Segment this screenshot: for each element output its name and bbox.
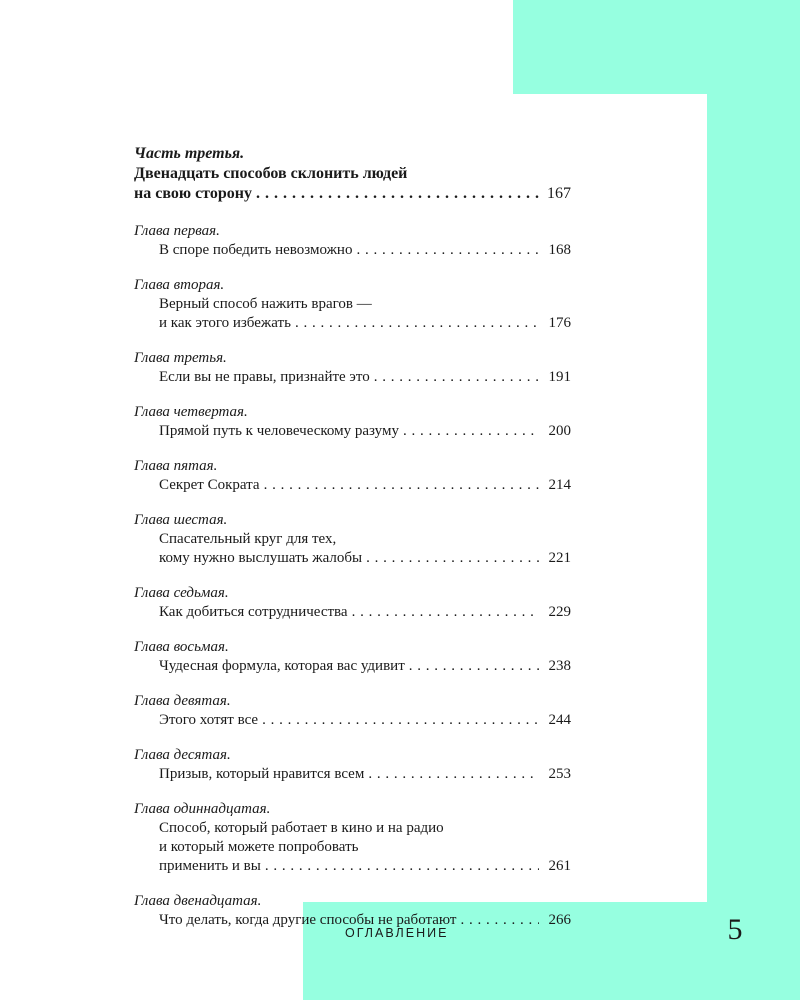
running-footer-title: ОГЛАВЛЕНИЕ [345, 926, 449, 940]
chapter-title [134, 711, 571, 730]
page-ref: 221 [548, 550, 571, 566]
chapter-title-line [159, 314, 571, 333]
page-ref: 191 [548, 369, 571, 385]
chapter-label: Глава восьмая. [134, 639, 229, 655]
chapter-title-line [159, 241, 571, 260]
chapter-title-text: Прямой путь к человеческому разуму [159, 423, 399, 439]
chapter-title-line: и который можете попробовать [159, 839, 359, 855]
chapter-title-line: Верный способ нажить врагов — [159, 296, 372, 312]
chapter-title [134, 603, 571, 622]
chapter-title [134, 295, 571, 333]
part-heading [134, 144, 571, 204]
dot-leader [368, 765, 539, 784]
chapter-title [134, 765, 571, 784]
chapter-title [134, 241, 571, 260]
page-ref: 244 [548, 712, 571, 728]
toc-entry[interactable] [134, 222, 571, 260]
toc-entry[interactable] [134, 800, 571, 876]
dot-leader [256, 184, 539, 204]
part-label: Часть третья. [134, 145, 245, 162]
chapter-title [134, 657, 571, 676]
dot-leader [264, 476, 539, 495]
dot-leader [352, 603, 539, 622]
toc-entry[interactable] [134, 349, 571, 387]
toc-entry[interactable] [134, 511, 571, 568]
chapter-title [134, 819, 571, 876]
chapter-title-text: Секрет Сократа [159, 477, 260, 493]
toc-entry[interactable] [134, 892, 571, 930]
chapter-label: Глава одиннадцатая. [134, 801, 271, 817]
chapter-label: Глава первая. [134, 223, 220, 239]
chapter-label: Глава девятая. [134, 693, 231, 709]
chapter-title [134, 476, 571, 495]
chapter-title-line: Способ, который работает в кино и на радио [159, 820, 444, 836]
chapter-title-line [159, 711, 571, 730]
toc-entry[interactable] [134, 584, 571, 622]
page-ref: 167 [547, 185, 571, 202]
page-ref: 266 [548, 912, 571, 928]
chapter-title-text: применить и вы [159, 858, 261, 874]
dot-leader [366, 549, 539, 568]
chapter-title [134, 422, 571, 441]
part-title-entry[interactable] [134, 184, 571, 204]
chapter-label: Глава третья. [134, 350, 227, 366]
dot-leader [374, 368, 539, 387]
chapter-title [134, 368, 571, 387]
chapter-title [134, 530, 571, 568]
page-ref: 253 [548, 766, 571, 782]
chapter-title-line [159, 657, 571, 676]
toc-entry[interactable] [134, 276, 571, 333]
chapter-title-text: Призыв, который нравится всем [159, 766, 365, 782]
chapter-label: Глава четвертая. [134, 404, 248, 420]
dot-leader [295, 314, 539, 333]
dot-leader [356, 241, 539, 260]
part-title-line: Двенадцать способов склонить людей [134, 165, 408, 182]
dot-leader [403, 422, 539, 441]
part-title-line: на свою сторону [134, 185, 252, 202]
chapter-title-line [159, 422, 571, 441]
chapter-title-line [159, 549, 571, 568]
page-ref: 261 [548, 858, 571, 874]
chapter-title-line: Спасательный круг для тех, [159, 531, 337, 547]
chapter-title-text: Чудесная формула, которая вас удивит [159, 658, 405, 674]
chapter-title-text: кому нужно выслушать жалобы [159, 550, 363, 566]
chapter-title-line [159, 476, 571, 495]
chapter-title-text: Этого хотят все [159, 712, 259, 728]
chapter-title-line [159, 368, 571, 387]
chapter-title-text: Что делать, когда другие способы не работают [159, 912, 457, 928]
page-ref: 229 [548, 604, 571, 620]
chapter-title-text: и как этого избежать [159, 315, 291, 331]
accent-strip-right [707, 0, 800, 1000]
toc-entry[interactable] [134, 746, 571, 784]
chapter-label: Глава седьмая. [134, 585, 229, 601]
page-number: 5 [727, 913, 743, 946]
toc-entry[interactable] [134, 692, 571, 730]
chapter-title-line [159, 765, 571, 784]
dot-leader [460, 911, 539, 930]
dot-leader [265, 857, 539, 876]
chapter-label: Глава пятая. [134, 458, 218, 474]
chapter-label: Глава шестая. [134, 512, 228, 528]
page-ref: 176 [548, 315, 571, 331]
toc-entry[interactable] [134, 403, 571, 441]
chapter-title-line [159, 857, 571, 876]
chapter-title-line [159, 603, 571, 622]
table-of-contents [134, 144, 571, 930]
chapter-label: Глава десятая. [134, 747, 231, 763]
chapter-title-text: Как добиться сотрудничества [159, 604, 348, 620]
page-ref: 168 [548, 242, 571, 258]
chapter-title-text: В споре победить невозможно [159, 242, 353, 258]
dot-leader [409, 657, 539, 676]
page-ref: 200 [548, 423, 571, 439]
toc-entry[interactable] [134, 457, 571, 495]
chapter-label: Глава двенадцатая. [134, 893, 262, 909]
dot-leader [262, 711, 539, 730]
page-ref: 238 [548, 658, 571, 674]
chapter-list [134, 222, 571, 930]
chapter-label: Глава вторая. [134, 277, 225, 293]
toc-entry[interactable] [134, 638, 571, 676]
page-ref: 214 [548, 477, 571, 493]
chapter-title-text: Если вы не правы, признайте это [159, 369, 370, 385]
